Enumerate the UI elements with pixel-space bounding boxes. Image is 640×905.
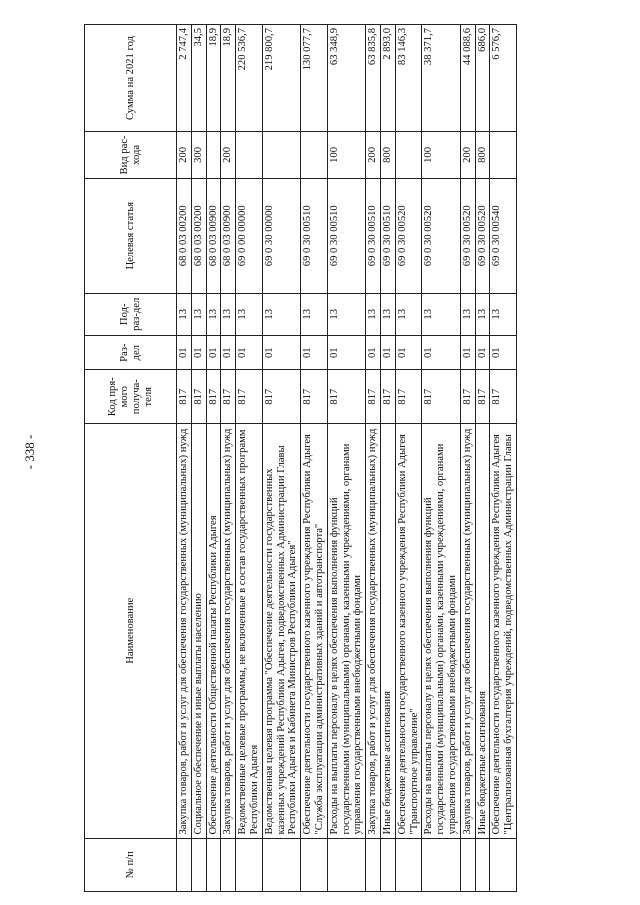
cell-target-article: 68 0 03 00200 — [191, 178, 206, 293]
cell-num — [236, 838, 263, 891]
cell-section: 01 — [262, 335, 300, 370]
table-row — [262, 25, 300, 892]
cell-subsection: 13 — [262, 293, 300, 335]
cell-name: Ведомственная целевая программа "Обеспечение деятельности государственных казенных учреждений Республики Адыгея, подведомственных Администрации Главы Республики Адыгея и Кабинета Министров Республики Адыгея" — [262, 423, 300, 838]
cell-section: 01 — [206, 335, 221, 370]
cell-amount: 686,0 — [475, 25, 490, 132]
cell-section: 01 — [475, 335, 490, 370]
cell-num — [327, 838, 365, 891]
table-row — [380, 25, 395, 892]
cell-num — [366, 838, 381, 891]
cell-target-article: 69 0 30 00520 — [475, 178, 490, 293]
cell-expense-type: 200 — [366, 132, 381, 179]
cell-num — [380, 838, 395, 891]
cell-expense-type — [262, 132, 300, 179]
cell-name: Обеспечение деятельности государственного казенного учреждения Республики Адыгея "Централизованная бухгалтерия учреждений, подведомственных Администрации Главы — [490, 423, 517, 838]
cell-amount: 2 893,0 — [380, 25, 395, 132]
cell-amount: 18,9 — [206, 25, 221, 132]
cell-target-article: 68 0 03 00900 — [221, 178, 236, 293]
cell-section: 01 — [327, 335, 365, 370]
cell-expense-type: 800 — [475, 132, 490, 179]
table-row — [395, 25, 422, 892]
table-row — [422, 25, 460, 892]
cell-name: Обеспечение деятельности государственного казенного учреждения Республики Адыгея "Служба эксплуатации административных зданий и автотранспорта" — [301, 423, 328, 838]
cell-amount: 83 146,3 — [395, 25, 422, 132]
table-row — [327, 25, 365, 892]
cell-target-article: 69 0 30 00520 — [422, 178, 460, 293]
cell-amount: 63 835,8 — [366, 25, 381, 132]
cell-expense-type — [490, 132, 517, 179]
cell-expense-type: 800 — [380, 132, 395, 179]
cell-name: Закупка товаров, работ и услуг для обеспечения государственных (муниципальных) нужд — [460, 423, 475, 838]
cell-section: 01 — [380, 335, 395, 370]
table-row — [191, 25, 206, 892]
cell-target-article: 69 0 00 00000 — [236, 178, 263, 293]
cell-section: 01 — [460, 335, 475, 370]
cell-recipient-code: 817 — [301, 370, 328, 423]
cell-section: 01 — [221, 335, 236, 370]
cell-amount: 18,9 — [221, 25, 236, 132]
cell-target-article: 69 0 30 00540 — [490, 178, 517, 293]
cell-expense-type — [206, 132, 221, 179]
cell-name: Иные бюджетные ассигнования — [380, 423, 395, 838]
cell-num — [191, 838, 206, 891]
cell-amount: 219 800,7 — [262, 25, 300, 132]
cell-num — [262, 838, 300, 891]
cell-recipient-code: 817 — [206, 370, 221, 423]
cell-section: 01 — [395, 335, 422, 370]
cell-subsection: 13 — [380, 293, 395, 335]
cell-expense-type: 300 — [191, 132, 206, 179]
cell-subsection: 13 — [422, 293, 460, 335]
cell-recipient-code: 817 — [422, 370, 460, 423]
cell-expense-type — [301, 132, 328, 179]
cell-subsection: 13 — [221, 293, 236, 335]
header-section: Раз-дел — [85, 335, 177, 370]
cell-expense-type: 200 — [460, 132, 475, 179]
budget-table-sheet — [84, 24, 517, 892]
table-row — [236, 25, 263, 892]
cell-name: Обеспечение деятельности государственного казенного учреждения Республики Адыгея "Транспортное управление" — [395, 423, 422, 838]
page-number: - 338 - — [22, 434, 37, 470]
cell-recipient-code: 817 — [395, 370, 422, 423]
cell-name: Ведомственные целевые программы, не включенные в состав государственных программ Республики Адыгея — [236, 423, 263, 838]
header-num: № п/п — [85, 838, 177, 891]
budget-table — [84, 24, 517, 892]
cell-expense-type: 100 — [422, 132, 460, 179]
cell-recipient-code: 817 — [490, 370, 517, 423]
cell-num — [490, 838, 517, 891]
table-row — [206, 25, 221, 892]
cell-amount: 6 576,7 — [490, 25, 517, 132]
cell-subsection: 13 — [460, 293, 475, 335]
cell-name: Расходы на выплаты персоналу в целях обеспечения выполнения функций государственными (муниципальными) органами, казенными учреждениями, органами управления государственными внебюджетными фондами — [422, 423, 460, 838]
cell-recipient-code: 817 — [262, 370, 300, 423]
cell-expense-type — [395, 132, 422, 179]
cell-recipient-code: 817 — [191, 370, 206, 423]
cell-name: Закупка товаров, работ и услуг для обеспечения государственных (муниципальных) нужд — [366, 423, 381, 838]
cell-name: Иные бюджетные ассигнования — [475, 423, 490, 838]
cell-amount: 220 536,7 — [236, 25, 263, 132]
cell-num — [422, 838, 460, 891]
cell-name: Закупка товаров, работ и услуг для обеспечения государственных (муниципальных) нужд — [177, 423, 192, 838]
cell-subsection: 13 — [395, 293, 422, 335]
cell-amount: 130 077,7 — [301, 25, 328, 132]
cell-target-article: 69 0 30 00510 — [327, 178, 365, 293]
table-row — [221, 25, 236, 892]
table-row — [460, 25, 475, 892]
cell-target-article: 69 0 30 00520 — [460, 178, 475, 293]
cell-section: 01 — [236, 335, 263, 370]
cell-num — [177, 838, 192, 891]
header-subsection: Под-раз-дел — [85, 293, 177, 335]
cell-target-article: 69 0 30 00510 — [366, 178, 381, 293]
cell-subsection: 13 — [191, 293, 206, 335]
cell-target-article: 68 0 03 00200 — [177, 178, 192, 293]
cell-recipient-code: 817 — [221, 370, 236, 423]
cell-expense-type: 200 — [177, 132, 192, 179]
header-recipient-code: Код пря-мого получа-теля — [85, 370, 177, 423]
cell-subsection: 13 — [327, 293, 365, 335]
cell-subsection: 13 — [177, 293, 192, 335]
cell-amount: 38 371,7 — [422, 25, 460, 132]
cell-section: 01 — [366, 335, 381, 370]
cell-section: 01 — [177, 335, 192, 370]
cell-expense-type: 100 — [327, 132, 365, 179]
cell-target-article: 68 0 03 00900 — [206, 178, 221, 293]
cell-expense-type: 200 — [221, 132, 236, 179]
cell-recipient-code: 817 — [475, 370, 490, 423]
cell-target-article: 69 0 30 00000 — [262, 178, 300, 293]
cell-num — [395, 838, 422, 891]
cell-target-article: 69 0 30 00510 — [301, 178, 328, 293]
cell-subsection: 13 — [206, 293, 221, 335]
header-amount-2021: Сумма на 2021 год — [85, 25, 177, 132]
cell-target-article: 69 0 30 00510 — [380, 178, 395, 293]
cell-num — [475, 838, 490, 891]
table-row — [177, 25, 192, 892]
cell-recipient-code: 817 — [380, 370, 395, 423]
cell-subsection: 13 — [236, 293, 263, 335]
cell-amount: 44 088,6 — [460, 25, 475, 132]
cell-subsection: 13 — [366, 293, 381, 335]
cell-recipient-code: 817 — [177, 370, 192, 423]
cell-subsection: 13 — [475, 293, 490, 335]
cell-recipient-code: 817 — [460, 370, 475, 423]
cell-num — [221, 838, 236, 891]
cell-expense-type — [236, 132, 263, 179]
cell-section: 01 — [301, 335, 328, 370]
cell-section: 01 — [422, 335, 460, 370]
cell-amount: 2 747,4 — [177, 25, 192, 132]
cell-name: Социальное обеспечение и иные выплаты населению — [191, 423, 206, 838]
cell-section: 01 — [191, 335, 206, 370]
header-name: Наименование — [85, 423, 177, 838]
cell-num — [206, 838, 221, 891]
cell-amount: 34,5 — [191, 25, 206, 132]
table-header-row — [85, 25, 177, 892]
cell-recipient-code: 817 — [327, 370, 365, 423]
cell-recipient-code: 817 — [236, 370, 263, 423]
cell-amount: 63 348,9 — [327, 25, 365, 132]
cell-subsection: 13 — [301, 293, 328, 335]
table-row — [301, 25, 328, 892]
table-row — [490, 25, 517, 892]
cell-name: Расходы на выплаты персоналу в целях обеспечения выполнения функций государственными (муниципальными) органами, казенными учреждениями, органами управления государственными внебюджетными фондами — [327, 423, 365, 838]
cell-name: Обеспечение деятельности Общественной палаты Республики Адыгея — [206, 423, 221, 838]
cell-section: 01 — [490, 335, 517, 370]
cell-num — [301, 838, 328, 891]
cell-target-article: 69 0 30 00520 — [395, 178, 422, 293]
cell-num — [460, 838, 475, 891]
header-target-article: Целевая статья — [85, 178, 177, 293]
table-row — [475, 25, 490, 892]
cell-subsection: 13 — [490, 293, 517, 335]
cell-recipient-code: 817 — [366, 370, 381, 423]
table-row — [366, 25, 381, 892]
header-expense-type: Вид рас-хода — [85, 132, 177, 179]
cell-name: Закупка товаров, работ и услуг для обеспечения государственных (муниципальных) нужд — [221, 423, 236, 838]
